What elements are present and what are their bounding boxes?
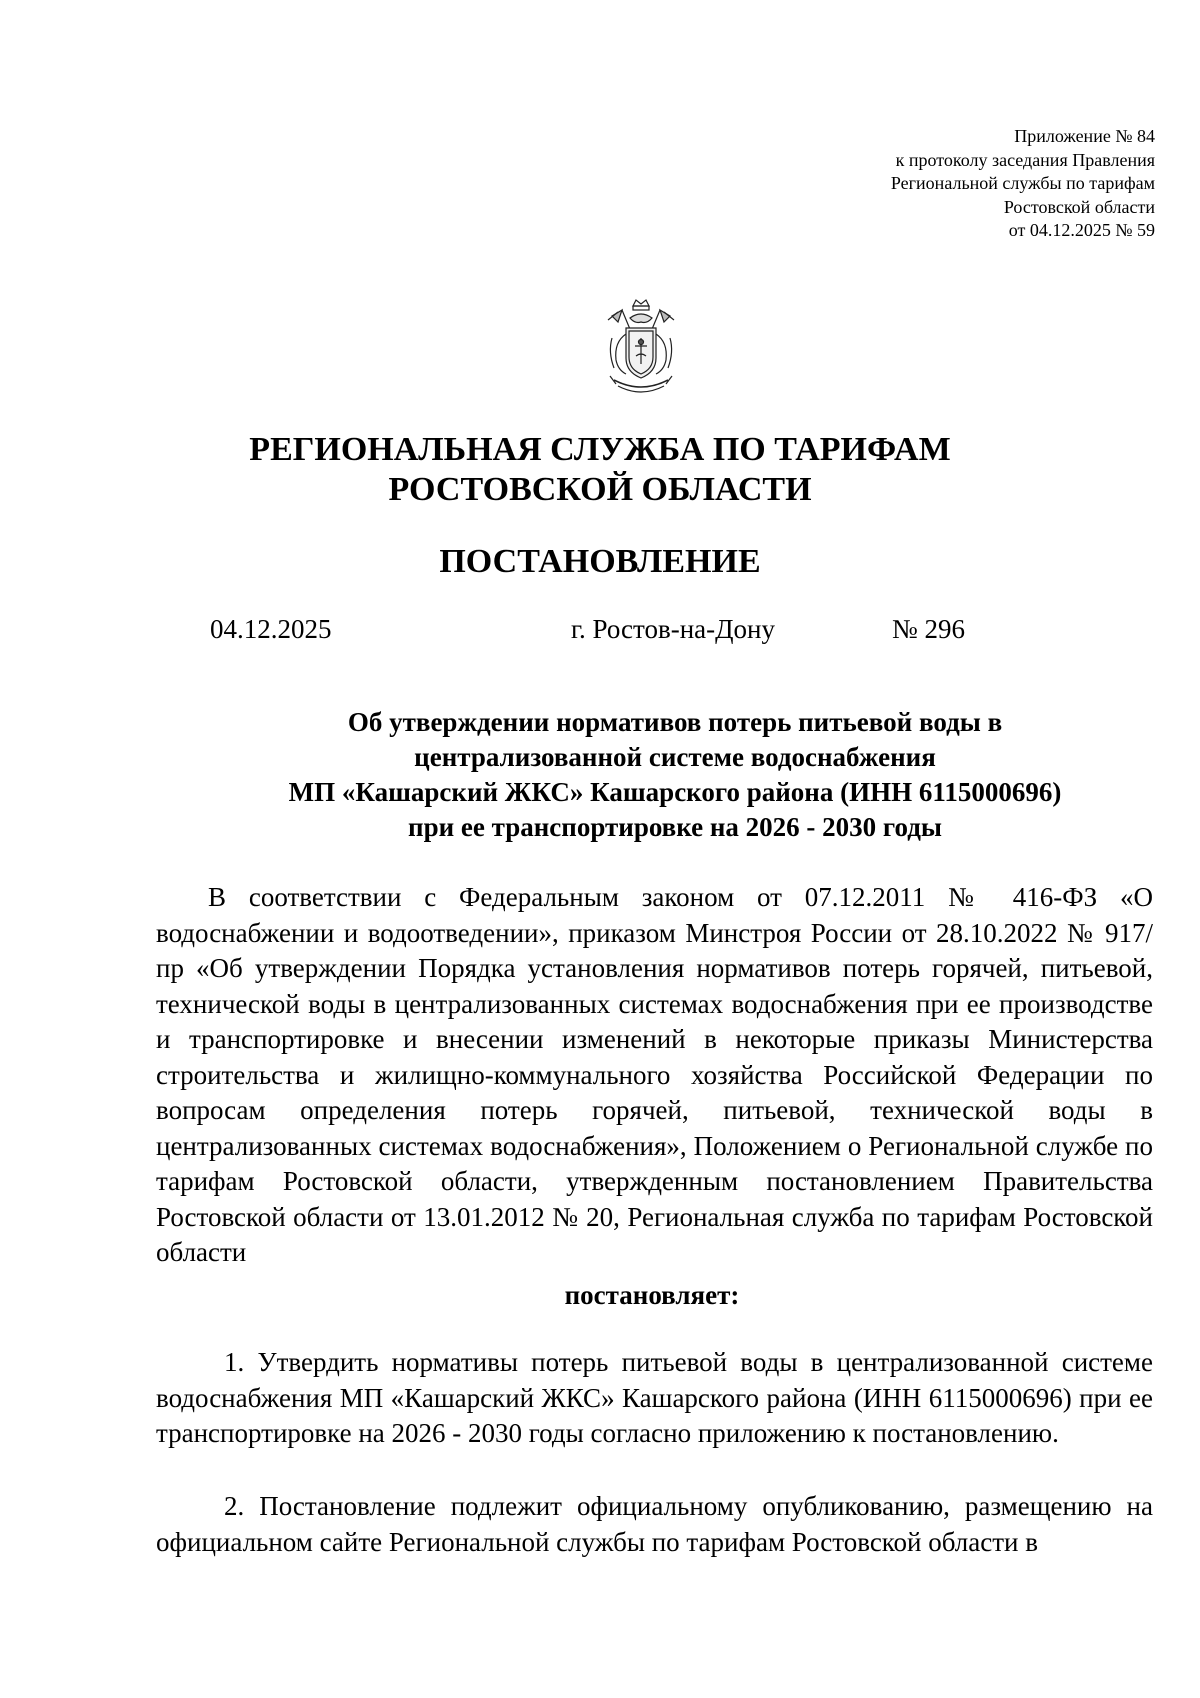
document-type-heading: ПОСТАНОВЛЕНИЕ xyxy=(439,543,761,580)
document-city: г. Ростов-на-Дону xyxy=(571,614,776,644)
appendix-block xyxy=(891,125,1155,243)
document-number: № 296 xyxy=(892,614,966,644)
appendix-line-3: Региональной службы по тарифам xyxy=(890,173,1155,193)
preamble-paragraph: В соответствии с Федеральным законом от 07.12.2011 № 416-ФЗ «О водоснабжении и водоотведении», приказом Минстроя России от 28.10.2022 № 917/пр «Об утверждении Порядка установления нормативов потерь горячей, питьевой, технической воды в централизованных системах водоснабжения при ее производстве и транспортировке и внесении изменений в некоторые приказы Министерства строительства и жилищно-коммунального хозяйства Российской Федерации по вопросам определения потерь горячей, питьевой, технической воды в централизованных системах водоснабжения», Положением о Региональной службе по тарифам Ростовской области, утвержденным постановлением Правительства Ростовской области от 13.01.2012 № 20, Региональная служба по тарифам Ростовской области xyxy=(156,882,1153,1267)
document-date: 04.12.2025 xyxy=(210,614,332,644)
subject-line-4: при ее транспортировке на 2026 - 2030 годы xyxy=(408,812,942,842)
organization-title-line-2: РОСТОВСКОЙ ОБЛАСТИ xyxy=(388,471,812,508)
coat-of-arms-icon xyxy=(600,298,682,398)
resolves-heading: постановляет: xyxy=(564,1280,740,1310)
organization-title-line-1: РЕГИОНАЛЬНАЯ СЛУЖБА ПО ТАРИФАМ xyxy=(249,431,951,468)
appendix-line-5: от 04.12.2025 № 59 xyxy=(1008,220,1155,240)
appendix-line-2: к протоколу заседания Правления xyxy=(895,149,1155,170)
document-subject xyxy=(150,705,1200,845)
resolution-item-1: 1. Утвердить нормативы потерь питьевой воды в централизованной системе водоснабжения МП «Кашарский ЖКС» Кашарского района (ИНН 6115000696) при ее транспортировке на 2026 - 2030 годы согласно приложению к постановлению. xyxy=(156,1347,1153,1448)
appendix-line-1: Приложение № 84 xyxy=(1014,126,1155,146)
subject-line-2: централизованной системе водоснабжения xyxy=(414,742,936,772)
subject-line-3: МП «Кашарский ЖКС» Кашарского района (ИНН 6115000696) xyxy=(288,777,1062,807)
organization-title xyxy=(0,430,1200,510)
resolution-item-2: 2. Постановление подлежит официальному опубликованию, размещению на официальном сайте Региональной службы по тарифам Ростовской области в xyxy=(156,1491,1153,1557)
subject-line-1: Об утверждении нормативов потерь питьевой воды в xyxy=(347,707,1003,737)
appendix-line-4: Ростовской области xyxy=(1003,196,1155,217)
